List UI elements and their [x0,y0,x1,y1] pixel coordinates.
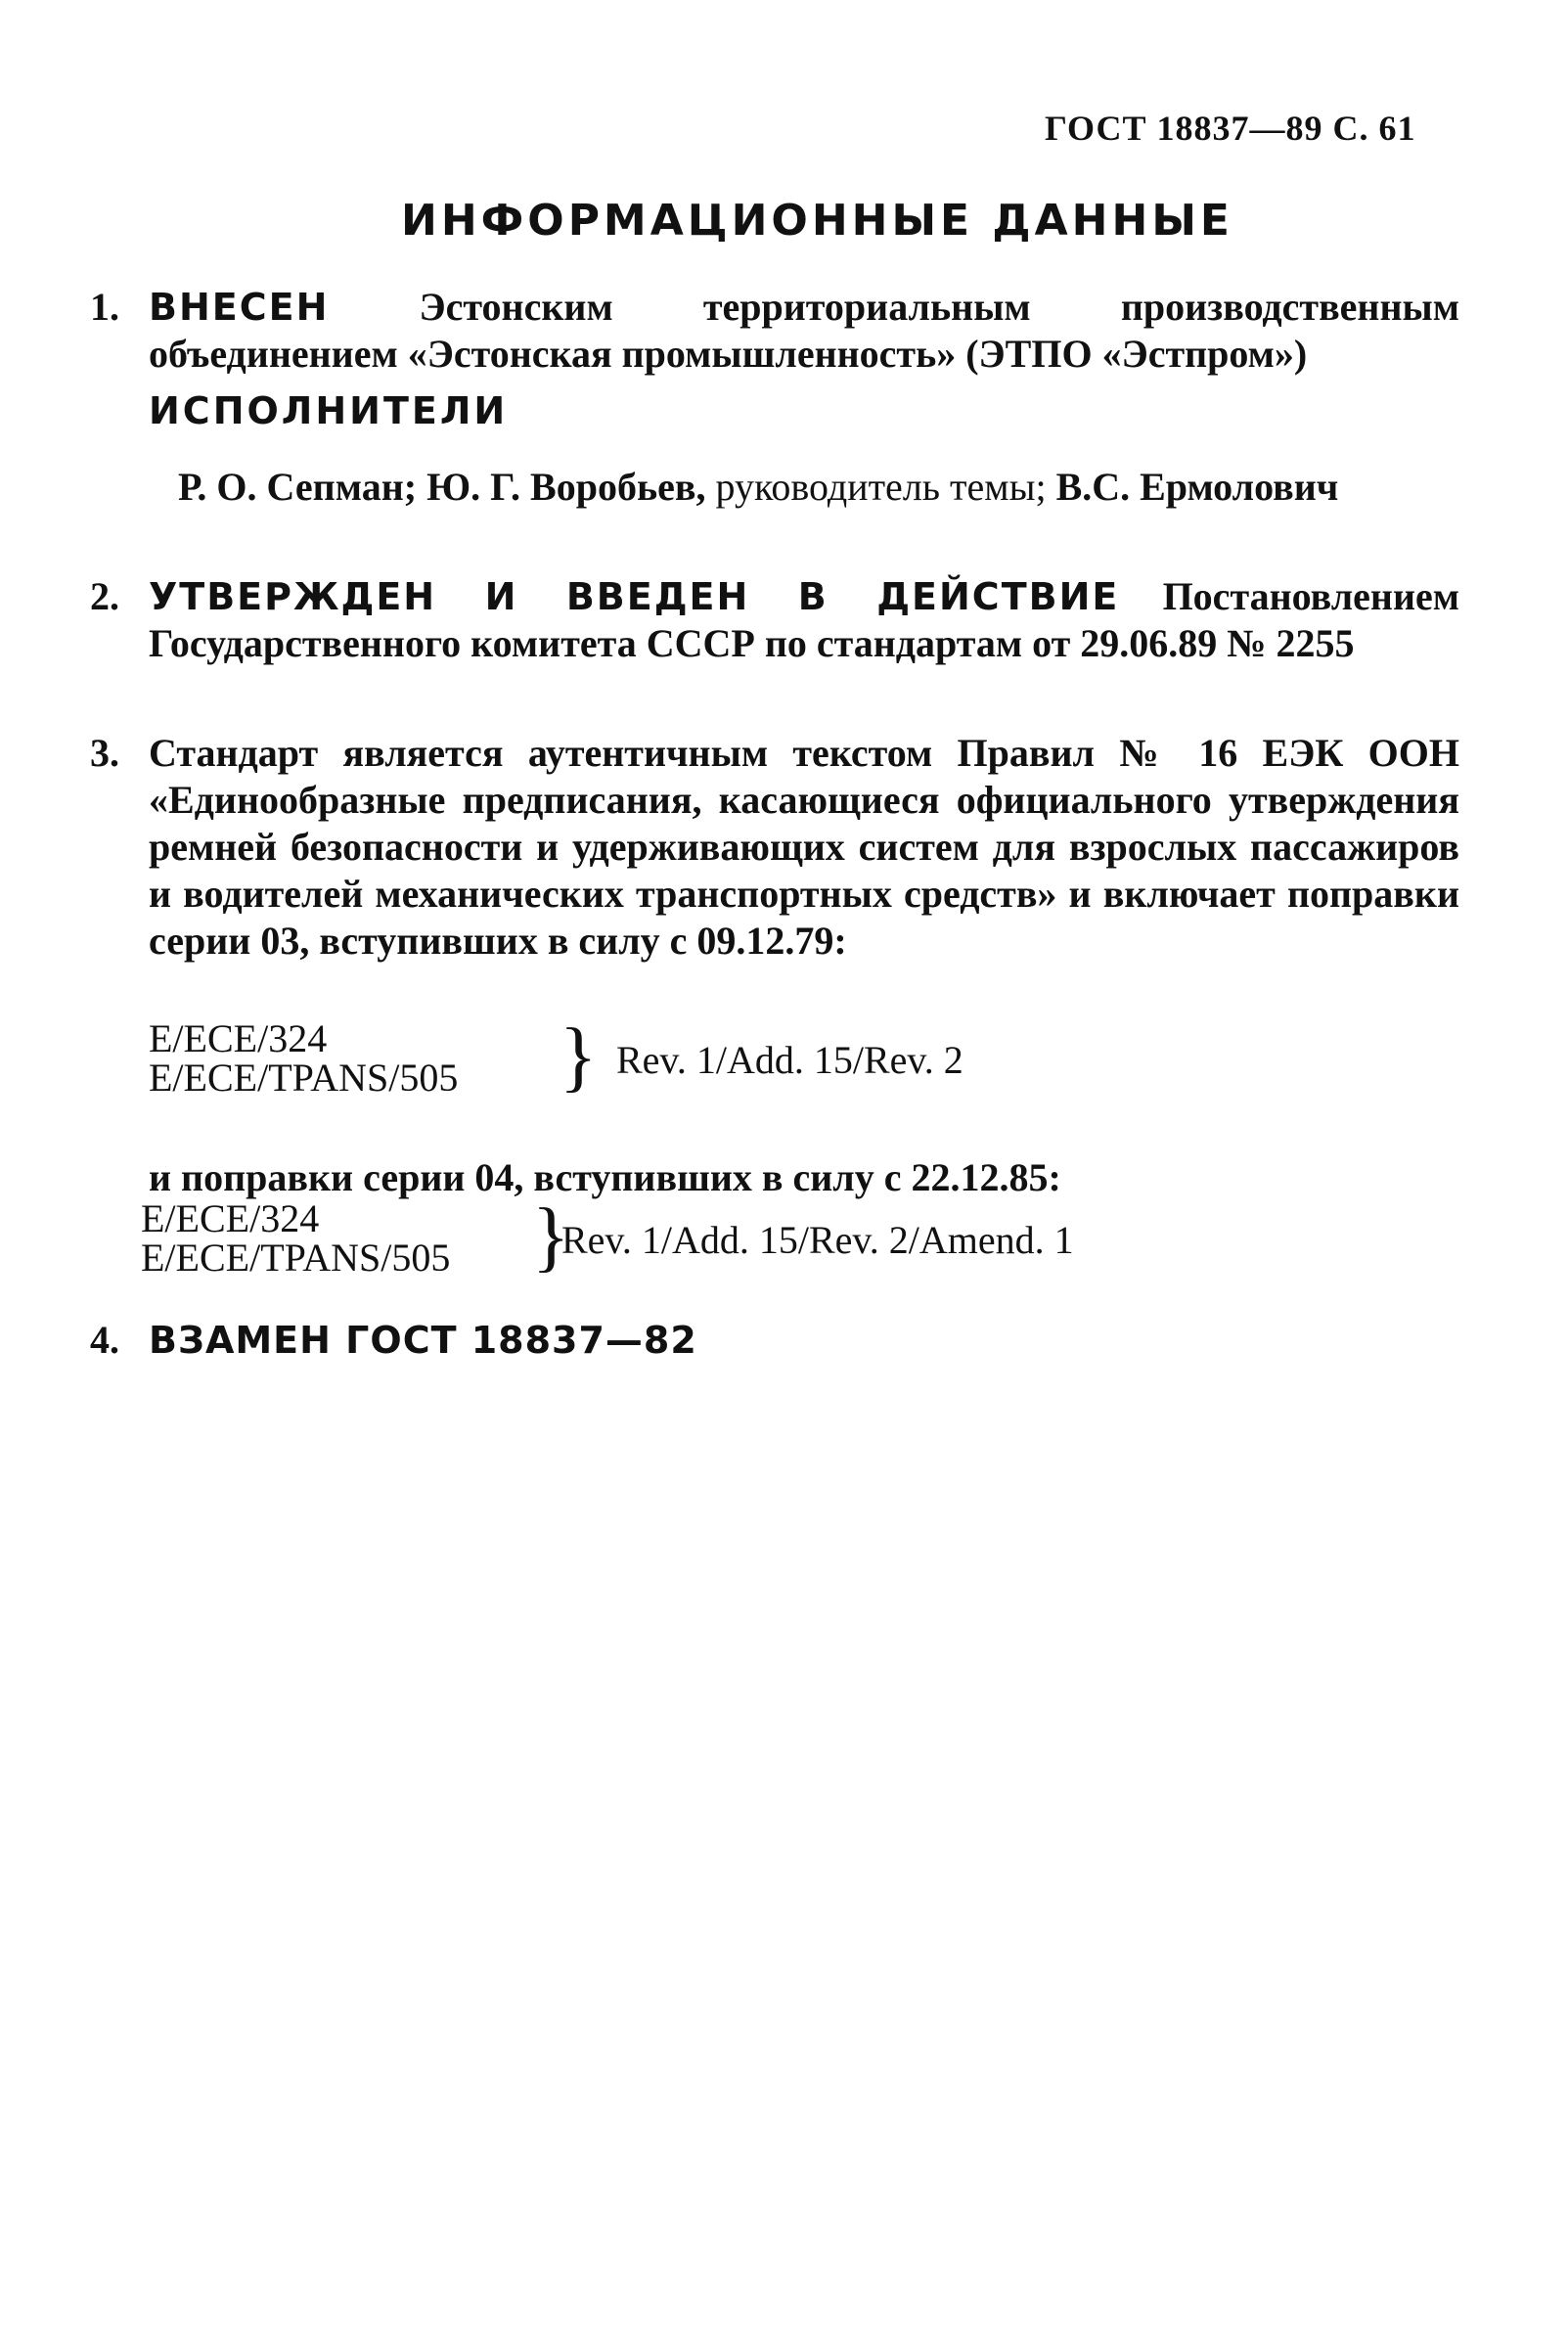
brace-glyph: } [560,1013,598,1100]
executor-names: Р. О. Сепман; Ю. Г. Воробьев, [178,465,706,509]
executors-heading: ИСПОЛНИТЕЛИ [149,389,509,432]
reference-doc: E/ECE/TPANS/505 [141,1236,451,1280]
item-body [149,573,1459,667]
executor-name-2: В.С. Ермолович [1046,465,1339,509]
executor-role: руководитель темы; [705,465,1047,509]
brace-glyph: } [532,1193,570,1280]
item-lead: ВЗАМЕН ГОСТ 18837—82 [149,1319,697,1362]
item-number: 2. [90,574,119,618]
amendments-03-refs [149,1013,1322,1107]
item-body [149,730,1459,965]
revision-ref: Rev. 1/Add. 15/Rev. 2 [616,1038,963,1082]
item-number: 4. [90,1318,119,1362]
item-text: Стандарт является аутентичным текстом Правил № 16 ЕЭК ООН «Единообразные предписания, касающиеся официального утверждения ремней безопасности и удерживающих систем для взрослых пассажиров и водителей механических транспортных средств» и включает поправки серии 03, вступивших в силу с 09.12.79: [149,731,1459,963]
reference-list [149,1016,459,1100]
page-title: ИНФОРМАЦИОННЫЕ ДАННЫЕ [401,196,1233,246]
reference-doc: E/ECE/TPANS/505 [149,1056,459,1100]
info-item-2 [90,573,1459,667]
info-item-4 [90,1317,697,1363]
item-number: 3. [90,731,119,775]
amendments-04-refs [141,1193,1412,1287]
reference-doc: E/ECE/324 [141,1196,320,1240]
info-item-3 [90,730,1459,965]
reference-list [141,1196,451,1280]
item-text: Постановлением Государственного комитета СССР по стандартам от 29.06.89 № 2255 [149,574,1459,665]
item-lead: УТВЕРЖДЕН И ВВЕДЕН В ДЕЙСТВИЕ [149,575,1120,618]
reference-doc: E/ECE/324 [149,1016,328,1060]
amendments-04-intro: и поправки серии 04, вступивших в силу с 22.12.85: [149,1155,1061,1199]
revision-ref: Rev. 1/Add. 15/Rev. 2/Amend. 1 [561,1218,1074,1262]
item-body [149,284,1459,378]
item-lead: ВНЕСЕН [149,286,330,329]
item-number: 1. [90,285,119,329]
running-header: ГОСТ 18837—89 С. 61 [1045,109,1416,148]
info-item-1 [90,284,1459,378]
executors-list [178,464,1459,511]
item-text: Эстонским территориальным производственным объединением «Эстонская промышленность» (ЭТПО «Эстпром») [149,285,1459,376]
